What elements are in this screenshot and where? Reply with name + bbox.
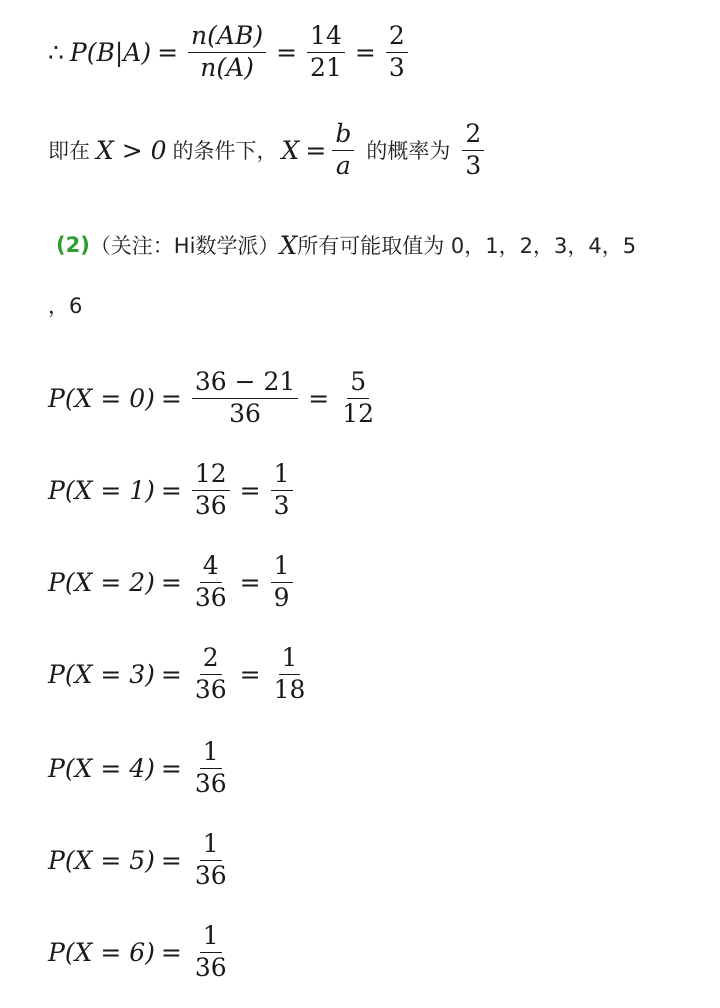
- prob-line-5: [48, 830, 234, 891]
- fraction-denominator: n(A): [200, 52, 254, 82]
- conclusion-text-2: 的条件下，: [172, 139, 278, 164]
- fraction-2-over-3-result: [462, 120, 484, 181]
- variable-x: X: [281, 135, 300, 165]
- fraction-numerator: 1: [200, 922, 222, 953]
- fraction-denominator: 12: [342, 398, 375, 428]
- prob-line-0: [48, 368, 381, 429]
- conclusion-line: [48, 120, 488, 181]
- equals-sign: =: [276, 37, 298, 67]
- fraction-denominator: 36: [194, 952, 227, 982]
- prob-fraction-simplified: [271, 460, 293, 521]
- fraction-2-over-3: [386, 22, 408, 83]
- therefore-symbol: ∴: [48, 37, 64, 67]
- equals-sign: =: [160, 937, 182, 967]
- fraction-numerator: 2: [200, 644, 222, 675]
- prob-line-1: [48, 460, 297, 521]
- prob-lhs: P(X = 0): [48, 383, 155, 413]
- conditional-probability-line: [48, 22, 412, 83]
- fraction-numerator: 1: [200, 738, 222, 769]
- prob-lhs: P(X = 4): [48, 753, 155, 783]
- prob-fraction: [192, 738, 230, 799]
- fraction-denominator: a: [335, 150, 351, 180]
- fraction-14-over-21: [307, 22, 345, 83]
- equals-sign: =: [239, 475, 261, 505]
- conclusion-text-1: 即在: [48, 139, 90, 164]
- fraction-denominator: 36: [194, 582, 227, 612]
- part2-line: [56, 230, 636, 260]
- fraction-numerator: 1: [200, 830, 222, 861]
- prob-line-3: [48, 644, 312, 705]
- equals-sign: =: [305, 135, 327, 165]
- part2-text: 所有可能取值为 0，1，2，3，4，5: [297, 234, 637, 258]
- prob-fraction-simplified: [339, 368, 377, 429]
- fraction-denominator: 36: [194, 490, 227, 520]
- part2-label: (2): [56, 233, 90, 257]
- fraction-nab-over-na: [188, 22, 266, 83]
- prob-line-4: [48, 738, 234, 799]
- equals-sign: =: [160, 475, 182, 505]
- prob-fraction: [192, 552, 230, 613]
- fraction-numerator: 5: [347, 368, 369, 399]
- fraction-numerator: 36 − 21: [192, 368, 298, 399]
- part2-continuation: [48, 290, 82, 320]
- fraction-numerator: 1: [271, 552, 293, 583]
- fraction-numerator: 1: [279, 644, 301, 675]
- prob-fraction: [192, 644, 230, 705]
- prob-fraction: [192, 460, 230, 521]
- fraction-denominator: 36: [194, 860, 227, 890]
- equals-sign: =: [160, 659, 182, 689]
- fraction-denominator: 36: [229, 398, 261, 428]
- part2-note: （关注：Hi数学派）: [89, 234, 280, 258]
- equals-sign: =: [239, 567, 261, 597]
- fraction-numerator: n(AB): [188, 22, 266, 53]
- fraction-denominator: 18: [273, 674, 306, 704]
- equals-sign: =: [239, 659, 261, 689]
- fraction-denominator: 3: [388, 52, 405, 82]
- fraction-numerator: 4: [200, 552, 222, 583]
- equals-sign: =: [354, 37, 376, 67]
- fraction-denominator: 36: [194, 768, 227, 798]
- conclusion-text-3: 的概率为: [366, 139, 451, 164]
- fraction-b-over-a: [332, 120, 354, 181]
- conditional-probability-lhs: P(B|A): [69, 37, 152, 67]
- prob-fraction: [192, 922, 230, 983]
- prob-line-6: [48, 922, 234, 983]
- equals-sign: =: [160, 845, 182, 875]
- prob-lhs: P(X = 5): [48, 845, 155, 875]
- prob-lhs: P(X = 1): [48, 475, 155, 505]
- prob-fraction: [192, 368, 298, 429]
- prob-fraction-simplified: [271, 552, 293, 613]
- fraction-denominator: 36: [194, 674, 227, 704]
- fraction-numerator: 12: [192, 460, 230, 491]
- condition-expression: X > 0: [96, 135, 167, 165]
- prob-line-2: [48, 552, 297, 613]
- equals-sign: =: [160, 383, 182, 413]
- equals-sign: =: [160, 567, 182, 597]
- fraction-denominator: 9: [273, 582, 290, 612]
- fraction-numerator: 14: [307, 22, 345, 53]
- fraction-denominator: 3: [273, 490, 290, 520]
- variable-x: X: [279, 230, 298, 260]
- prob-fraction: [192, 830, 230, 891]
- equals-sign: =: [157, 37, 179, 67]
- fraction-numerator: 2: [386, 22, 408, 53]
- prob-lhs: P(X = 3): [48, 659, 155, 689]
- equals-sign: =: [308, 383, 330, 413]
- prob-fraction-simplified: [271, 644, 309, 705]
- prob-lhs: P(X = 6): [48, 937, 155, 967]
- equals-sign: =: [160, 753, 182, 783]
- fraction-numerator: 1: [271, 460, 293, 491]
- fraction-denominator: 21: [310, 52, 342, 82]
- part2-cont-text: ，6: [48, 294, 83, 318]
- fraction-numerator: 2: [462, 120, 484, 151]
- fraction-denominator: 3: [465, 150, 482, 180]
- fraction-numerator: b: [332, 120, 354, 151]
- prob-lhs: P(X = 2): [48, 567, 155, 597]
